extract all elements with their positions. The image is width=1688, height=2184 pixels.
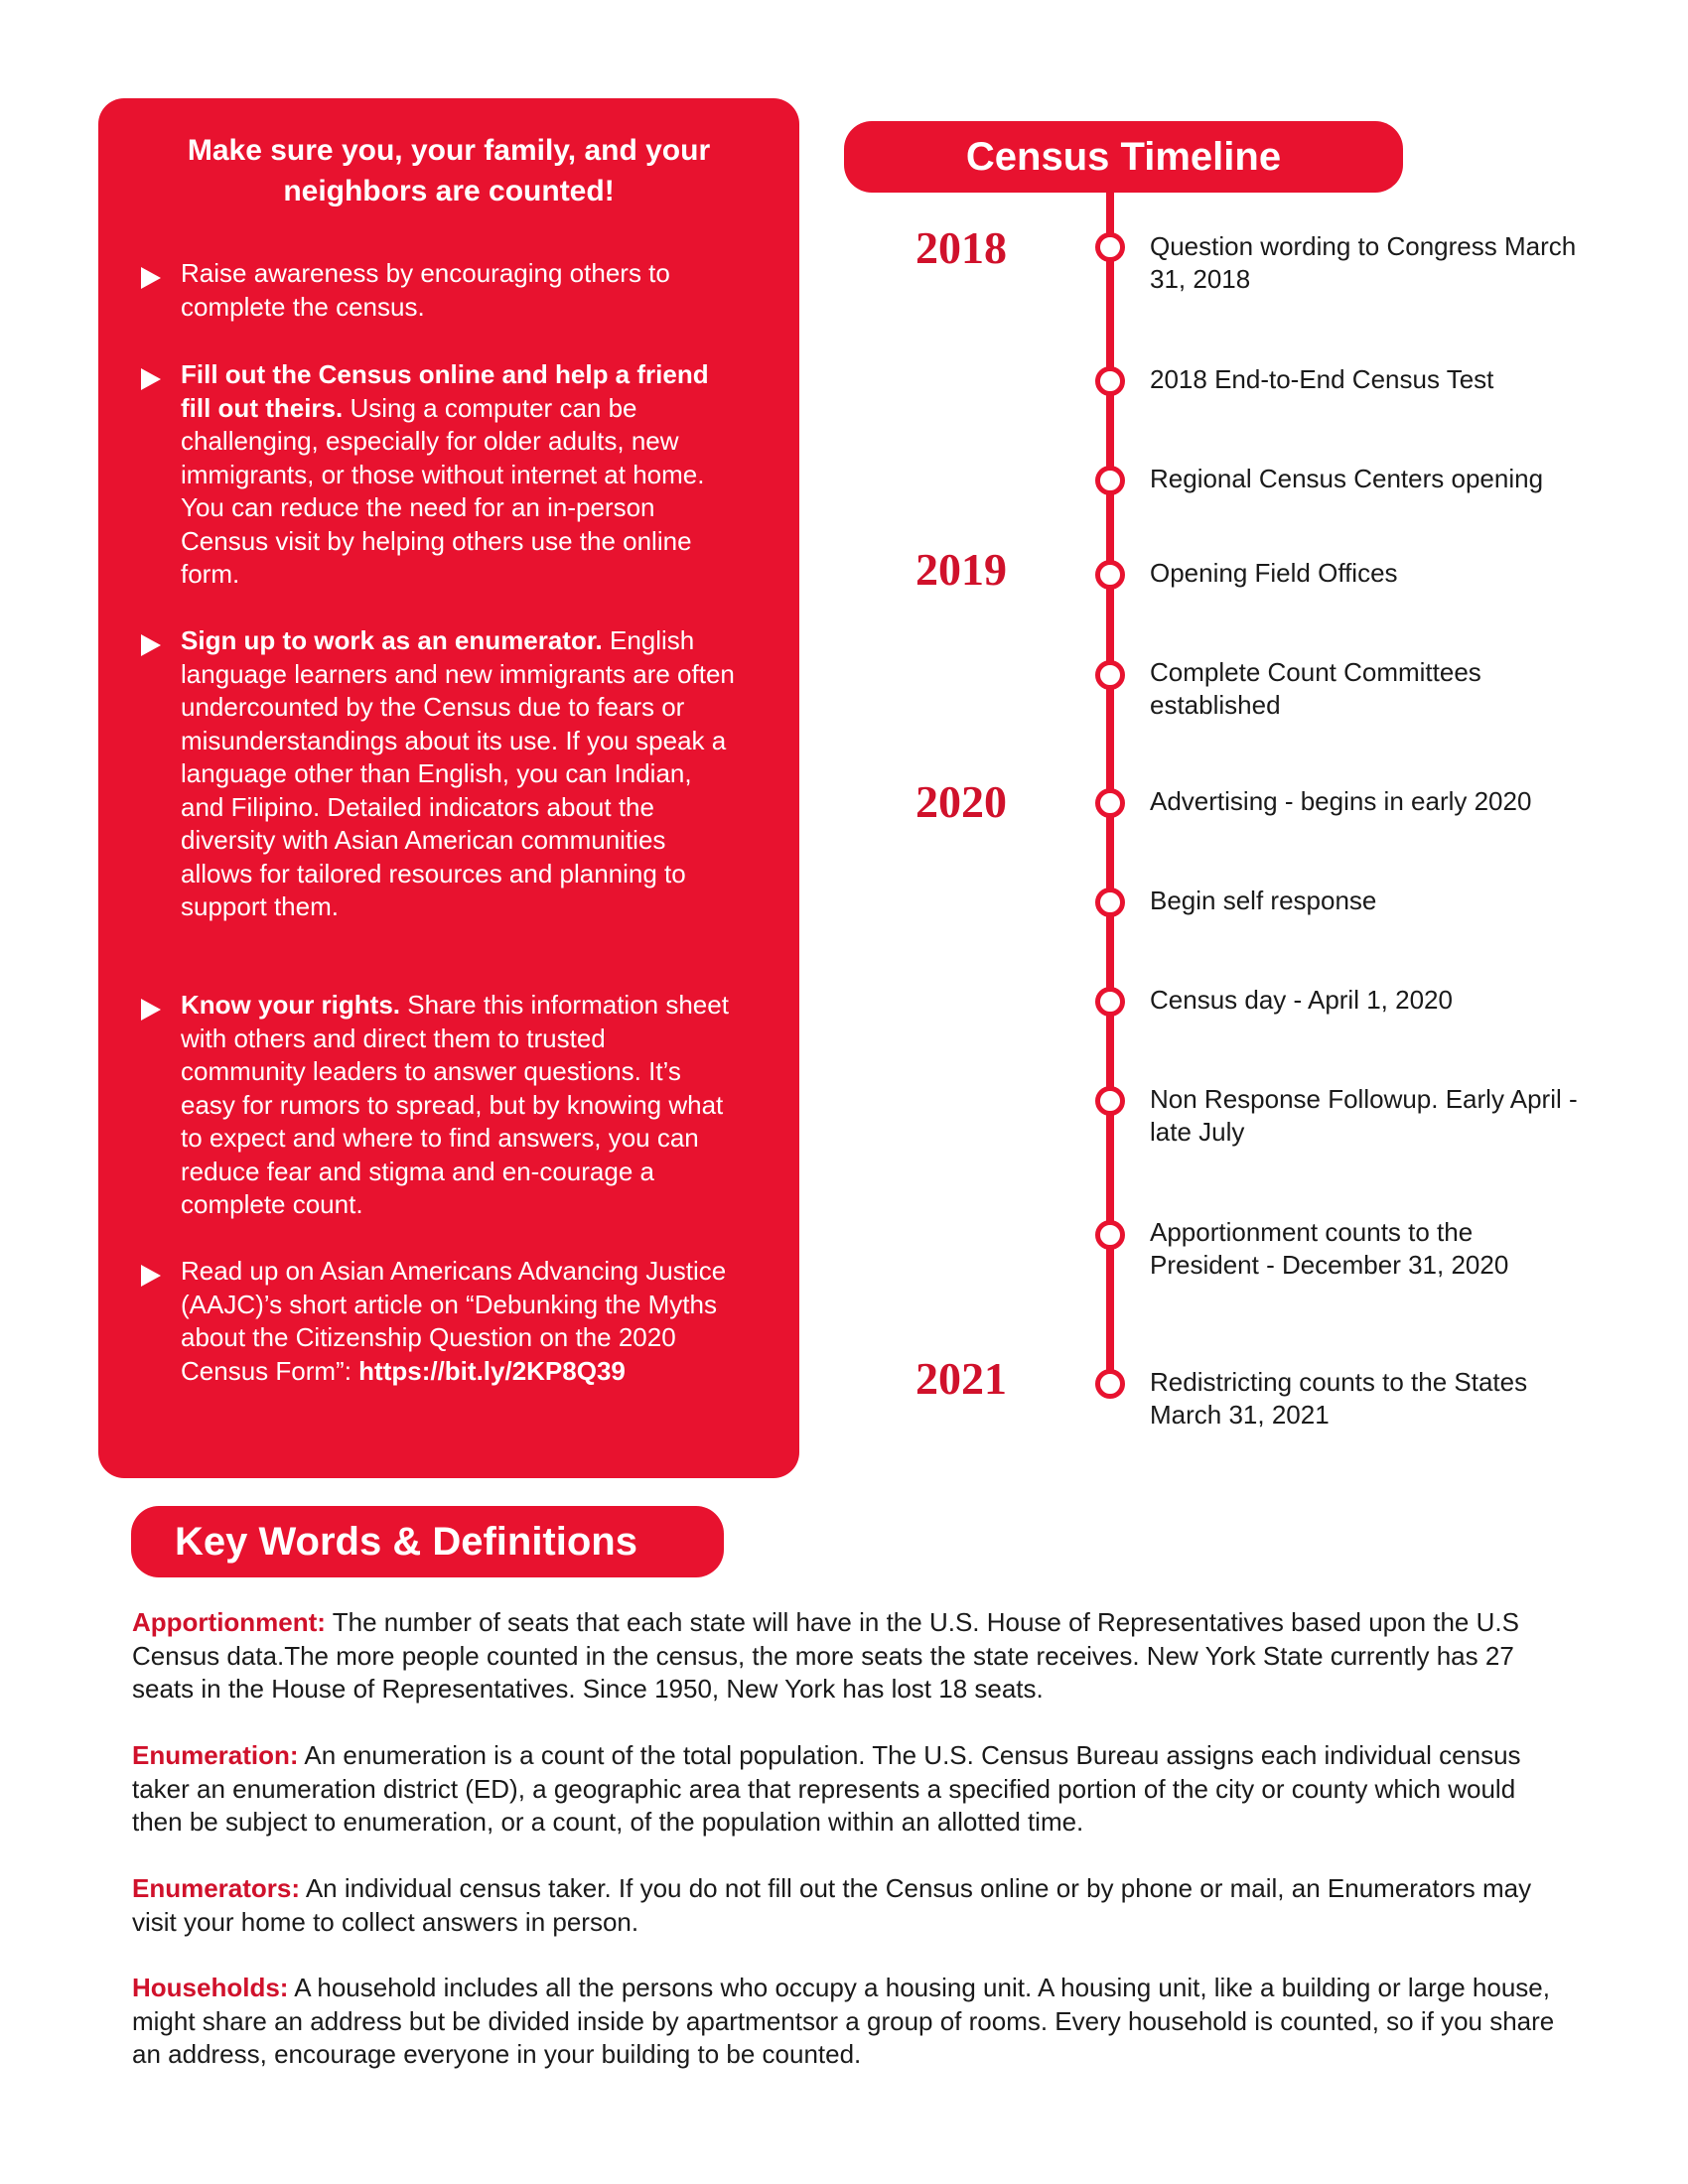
bullet-raise-awareness [141, 257, 737, 324]
timeline-event: Advertising - begins in early 2020 [1150, 786, 1532, 816]
panel-title: Make sure you, your family, and your neighbors are counted! [187, 134, 711, 207]
timeline-event: Redistricting counts to the States March 31, 2021 [1150, 1367, 1528, 1430]
definition-enumeration [132, 1739, 1572, 1840]
bullet-text [181, 358, 737, 592]
timeline-event: Non Response Followup. Early April - late July [1150, 1084, 1578, 1147]
timeline-event: Apportionment counts to the President - December 31, 2020 [1150, 1217, 1509, 1280]
timeline-event: Complete Count Committees established [1150, 657, 1481, 720]
definition-text: A household includes all the persons who occupy a housing unit. A housing unit, like a building or large house, might share an address but be divided inside by apartmentsor a group of rooms. Every household is counted, so if you share an address, encourage everyone in your building to be counted. [132, 1973, 1555, 2069]
triangle-bullet-icon [141, 267, 161, 289]
timeline-year: 2018 [915, 222, 1007, 273]
definition-apportionment [132, 1606, 1572, 1706]
triangle-bullet-icon [141, 634, 161, 656]
bullet-bold-lead: Fill out the Census online and help a friend fill out theirs. [181, 359, 709, 423]
bullet-body: English language learners and new immigrants are often undercounted by the Census due to fears or misunderstandings about its use. If you speak a language other than English, you can Indian, and Filipino. Detailed indicators about the diversity with Asian American communities allows for tailored resources and planning to support them. [181, 625, 735, 921]
bullet-text [181, 257, 737, 324]
definition-term: Enumeration: [132, 1740, 299, 1770]
bullet-text [181, 624, 737, 924]
definition-term: Households: [132, 1973, 289, 2002]
timeline-node [1095, 232, 1125, 262]
timeline-event: Begin self response [1150, 886, 1377, 915]
timeline-node [1095, 366, 1125, 396]
timeline-event: Regional Census Centers opening [1150, 464, 1544, 493]
bullet-body: Share this information sheet with others and direct them to trusted community leaders to answer questions. It’s easy for rumors to spread, but by knowing what to expect and where to find answers, you can reduce fear and stigma and en-courage a complete count. [181, 990, 729, 1219]
timeline-node [1095, 1086, 1125, 1116]
timeline-year: 2019 [915, 544, 1007, 595]
triangle-bullet-icon [141, 1265, 161, 1287]
keywords-title: Key Words & Definitions [131, 1506, 724, 1577]
bullet-read-article [141, 1255, 737, 1388]
bullet-body: Raise awareness by encouraging others to complete the census. [181, 258, 670, 322]
timeline-node [1095, 887, 1125, 917]
definition-term: Enumerators: [132, 1873, 301, 1903]
bullet-text [181, 1255, 737, 1388]
definition-term: Apportionment: [132, 1607, 326, 1637]
definition-households [132, 1972, 1572, 2072]
article-link[interactable]: https://bit.ly/2KP8Q39 [358, 1355, 626, 1386]
timeline-event: 2018 End-to-End Census Test [1150, 364, 1494, 394]
timeline-node [1095, 1220, 1125, 1250]
timeline-title: Census Timeline [844, 121, 1403, 193]
bullet-text [181, 989, 737, 1222]
timeline-year: 2021 [915, 1353, 1007, 1404]
bullet-bold-lead: Know your rights. [181, 990, 400, 1020]
timeline-event: Opening Field Offices [1150, 558, 1398, 588]
bullet-enumerator [141, 624, 737, 924]
bullet-know-your-rights [141, 989, 737, 1222]
definition-text: The number of seats that each state will have in the U.S. House of Representatives based upon the U.S Census data.The more people counted in the census, the more seats the state receives. New York State currently has 27 seats in the House of Representatives. Since 1950, New York has lost 18 seats. [132, 1607, 1519, 1704]
triangle-bullet-icon [141, 368, 161, 390]
timeline-node [1095, 788, 1125, 818]
definition-enumerators [132, 1872, 1572, 1939]
timeline-node [1095, 560, 1125, 590]
triangle-bullet-icon [141, 999, 161, 1021]
timeline-node [1095, 1369, 1125, 1399]
timeline-event: Question wording to Congress March 31, 2018 [1150, 231, 1577, 294]
timeline-node [1095, 466, 1125, 495]
timeline-node [1095, 987, 1125, 1017]
bullet-fill-out-online [141, 358, 737, 592]
bullet-bold-lead: Sign up to work as an enumerator. [181, 625, 603, 655]
timeline-year: 2020 [915, 776, 1007, 827]
bullet-body: Read up on Asian Americans Advancing Justice (AAJC)’s short article on “Debunking the Myths about the Citizenship Question on the 2020 Census Form”: [181, 1256, 727, 1386]
definition-text: An individual census taker. If you do not fill out the Census online or by phone or mail, an Enumerators may visit your home to collect answers in person. [132, 1873, 1532, 1937]
timeline-event: Census day - April 1, 2020 [1150, 985, 1453, 1015]
bullet-body: Using a computer can be challenging, especially for older adults, new immigrants, or those without internet at home. You can reduce the need for an in-person Census visit by helping others use the online form. [181, 392, 705, 589]
get-counted-panel [98, 98, 799, 1478]
definition-text: An enumeration is a count of the total population. The U.S. Census Bureau assigns each individual census taker an enumeration district (ED), a geographic area that represents a specified portion of the city or county which would then be subject to enumeration, or a count, of the population within an allotted time. [132, 1740, 1521, 1837]
timeline-node [1095, 660, 1125, 690]
